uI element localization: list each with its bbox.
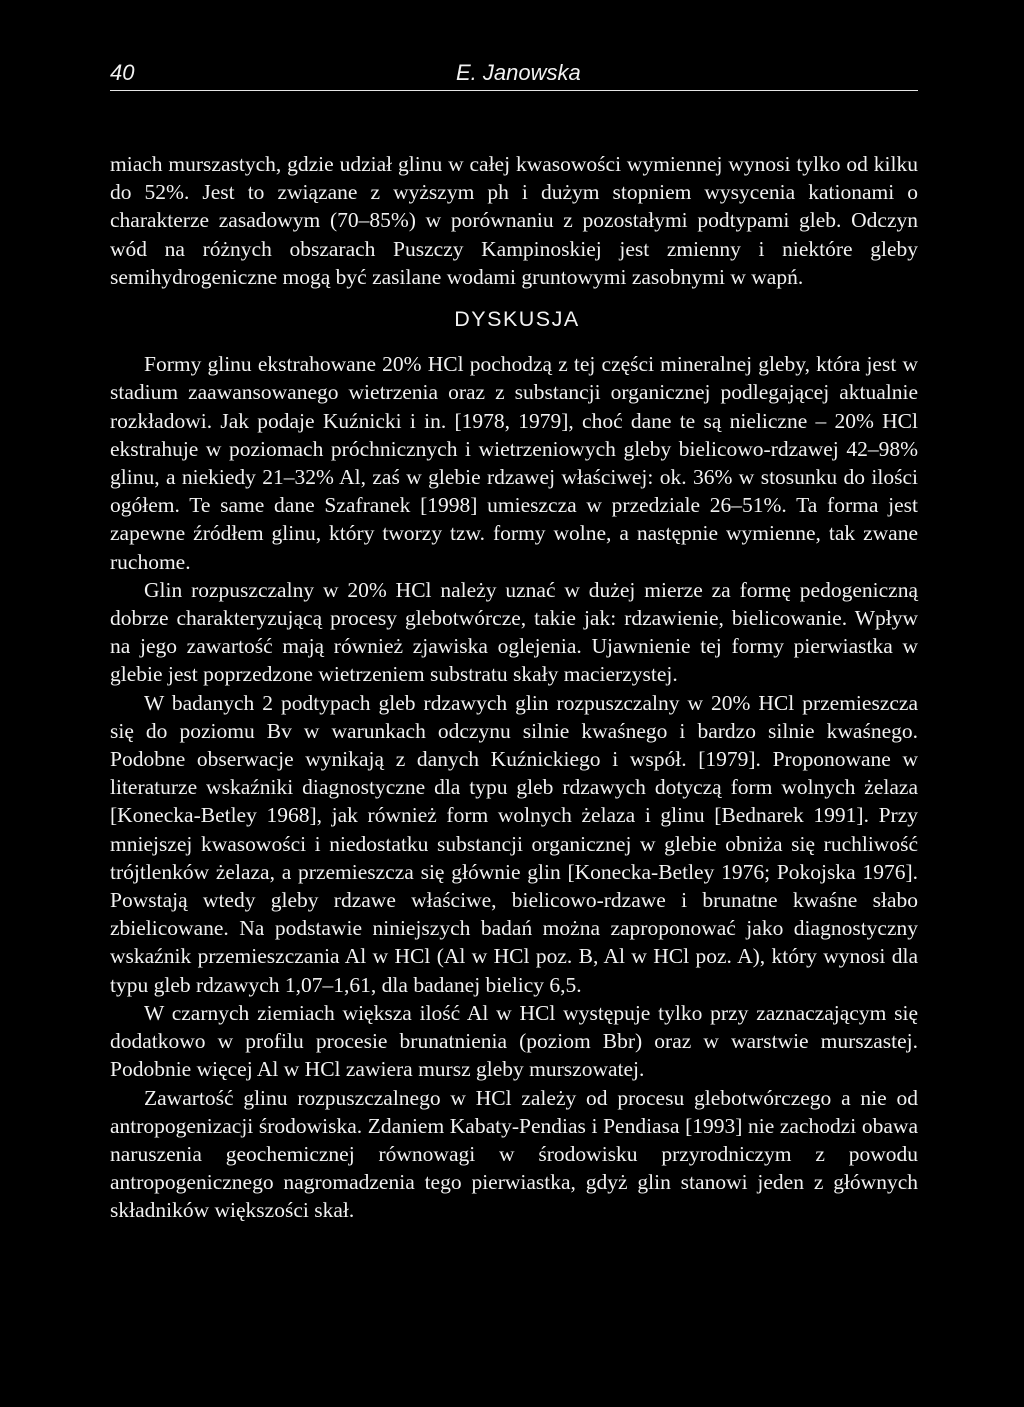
- paragraph-continuation: miach murszastych, gdzie udział glinu w całej kwasowości wymiennej wynosi tylko od kilku do 52%. Jest to związane z wyższym ph i dużym stopniem wysycenia kationami o charakterze zasadowym (70–85%) w porównaniu z pozostałymi podtypami gleb. Odczyn wód na różnych obszarach Puszczy Kampinoskiej jest zmienny i niektóre gleby semihydrogeniczne mogą być zasilane wodami gruntowymi zasobnymi w wapń.: [110, 152, 918, 289]
- running-header: [110, 60, 918, 91]
- paragraph: W badanych 2 podtypach gleb rdzawych glin rozpuszczalny w 20% HCl przemieszcza się do poziomu Bv w warunkach odczynu silnie kwaśnego i bardzo silnie kwaśnego. Podobne obserwacje wynikają z danych Kuźnickiego i współ. [1979]. Proponowane w literaturze wskaźniki diagnostyczne dla typu gleb rdzawych dotyczą form wolnych żelaza [Konecka-Betley 1968], jak również form wolnych żelaza i glinu [Bednarek 1991]. Przy mniejszej kwasowości i niedostatku substancji organicznej w glebie obniża się ruchliwość trójtlenków żelaza, a przemieszcza się głównie glin [Konecka-Betley 1976; Pokojska 1976]. Powstają wtedy gleby rdzawe właściwe, bielicowo-rdzawe i brunatne kwaśne słabo zbielicowane. Na podstawie niniejszych badań można zaproponować jako diagnostyczny wskaźnik przemieszczania Al w HCl (Al w HCl poz. B, Al w HCl poz. A), który wynosi dla typu gleb rdzawych 1,07–1,61, dla badanej bielicy 6,5.: [110, 690, 918, 997]
- running-title: E. Janowska: [456, 60, 581, 85]
- paragraph: Glin rozpuszczalny w 20% HCl należy uznać w dużej mierze za formę pedogeniczną dobrze charakteryzującą procesy glebotwórcze, takie jak: rdzawienie, bielicowanie. Wpływ na jego zawartość mają również zjawiska oglejenia. Ujawnienie tej formy pierwiastka w glebie jest poprzedzone wietrzeniem substratu skały macierzystej.: [110, 577, 918, 687]
- paragraph: Formy glinu ekstrahowane 20% HCl pochodzą z tej części mineralnej gleby, która jest w stadium zaawansowanego wietrzenia oraz z substancji organicznej podlegającej aktualnie rozkładowi. Jak podaje Kuźnicki i in. [1978, 1979], choć dane te są nieliczne – 20% HCl ekstrahuje w poziomach próchnicznych i wietrzeniowych gleby bielicowo-rdzawej 42–98% glinu, a niekiedy 21–32% Al, zaś w glebie rdzawej właściwej: ok. 36% w stosunku do ilości ogółem. Te same dane Szafranek [1998] umieszcza w przedziale 26–51%. Ta forma jest zapewne źródłem glinu, który tworzy tzw. formy wolne, a następnie wymienne, tak zwane ruchome.: [110, 352, 918, 574]
- paragraph: W czarnych ziemiach większa ilość Al w HCl występuje tylko przy zaznaczającym się dodatkowo w profilu procesie brunatnienia (poziom Bbr) oraz w warstwie murszastej. Podobnie więcej Al w HCl zawiera mursz gleby murszowatej.: [110, 1000, 918, 1082]
- page-body: [110, 150, 918, 1225]
- section-heading: DYSKUSJA: [454, 307, 580, 332]
- paragraph: Zawartość glinu rozpuszczalnego w HCl zależy od procesu glebotwórczego a nie od antropogenizacji środowiska. Zdaniem Kabaty-Pendias i Pendiasa [1993] nie zachodzi obawa naruszenia geochemicznej równowagi w środowisku przyrodniczym z powodu antropogenicznego nagromadzenia tego pierwiastka, gdyż glin stanowi jeden z głównych składników większości skał.: [110, 1085, 918, 1223]
- page-number: 40: [110, 60, 135, 85]
